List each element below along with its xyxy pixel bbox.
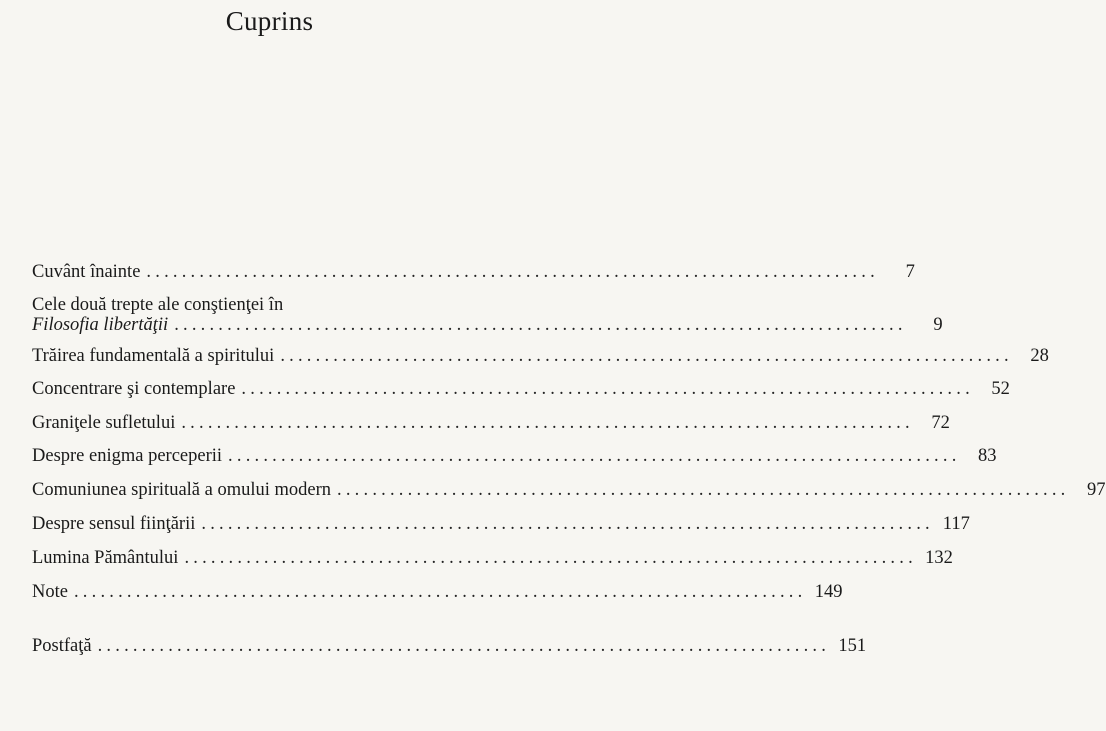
toc-entry-note xyxy=(32,582,843,602)
toc-entry-title: Despre enigma perceperii xyxy=(32,446,223,466)
toc-entry-postfata xyxy=(32,636,867,656)
toc-entry-despre-enigma xyxy=(32,446,997,466)
toc-page-number: 83 xyxy=(978,446,997,466)
toc-leader-dots: ................................................................................... xyxy=(174,315,907,335)
toc-page-number: 72 xyxy=(931,413,950,433)
toc-page-number: 28 xyxy=(1030,346,1049,366)
toc-page-number: 117 xyxy=(942,514,970,534)
toc-entry-title: Despre sensul fiinţării xyxy=(32,514,196,534)
toc-entry-concentrare xyxy=(32,379,1010,399)
toc-leader-dots: ................................................................................... xyxy=(181,413,914,433)
toc-entry-title-line1: Cele două trepte ale conştienţei în xyxy=(32,295,284,315)
toc-entry-title: Comuniunea spirituală a omului modern xyxy=(32,480,332,500)
toc-entry-granitele xyxy=(32,413,950,433)
toc-entry-title: Concentrare şi contemplare xyxy=(32,379,236,399)
toc-entry-title: Lumina Pământului xyxy=(32,548,179,568)
toc-leader-dots: ................................................................................... xyxy=(280,346,1013,366)
toc-leader-dots: ................................................................................... xyxy=(184,548,917,568)
toc-entry-title: Graniţele sufletului xyxy=(32,413,176,433)
page-title: Cuprins xyxy=(225,6,314,36)
toc-page-number: 7 xyxy=(905,262,915,282)
toc-entry-comuniunea xyxy=(32,480,1106,500)
toc-page-number: 151 xyxy=(838,636,867,656)
toc-entry-despre-sensul xyxy=(32,514,970,534)
toc-entry-cuvant-inainte xyxy=(32,262,915,282)
toc-page-number: 149 xyxy=(814,582,843,602)
toc-entry-title: Filosofia libertăţii xyxy=(32,315,169,335)
toc-entry-title: Trăirea fundamentală a spiritului xyxy=(32,346,275,366)
toc-leader-dots: ................................................................................... xyxy=(201,514,934,534)
toc-entry-cele-doua-trepte xyxy=(32,295,943,335)
toc-entry-title: Note xyxy=(32,582,68,602)
table-of-contents xyxy=(32,262,1106,656)
toc-entry-title: Cuvânt înainte xyxy=(32,262,141,282)
toc-page-number: 9 xyxy=(933,315,943,335)
toc-leader-dots: ................................................................................... xyxy=(146,262,879,282)
toc-entry-title: Postfaţă xyxy=(32,636,92,656)
toc-page-number: 132 xyxy=(925,548,953,568)
toc-entry-lumina xyxy=(32,548,953,568)
toc-leader-dots: ................................................................................... xyxy=(337,480,1070,500)
toc-leader-dots: ................................................................................... xyxy=(97,636,831,656)
toc-leader-dots: ................................................................................... xyxy=(228,446,961,466)
toc-leader-dots: ................................................................................... xyxy=(73,582,807,602)
toc-entry-trairea xyxy=(32,346,1049,366)
toc-page-number: 52 xyxy=(991,379,1010,399)
toc-page-number: 97 xyxy=(1087,480,1106,500)
toc-leader-dots: ................................................................................... xyxy=(241,379,974,399)
